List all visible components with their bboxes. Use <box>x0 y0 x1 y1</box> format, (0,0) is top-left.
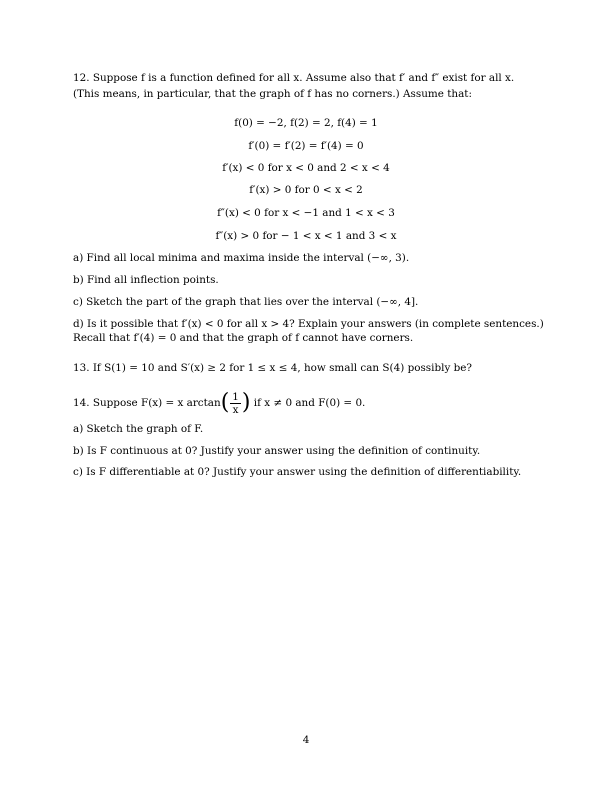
problem12-condition-2: f′(0) = f′(2) = f′(4) = 0 <box>248 140 364 152</box>
problem12-part-a: a) Find all local minima and maxima inside the interval (−∞, 3). <box>73 252 410 264</box>
problem12-part-c: c) Sketch the part of the graph that lies over the interval (−∞, 4]. <box>73 296 419 308</box>
problem12-condition-4: f′(x) > 0 for 0 < x < 2 <box>249 184 363 196</box>
problem12-condition-1: f(0) = −2, f(2) = 2, f(4) = 1 <box>234 117 378 129</box>
problem14-intro <box>73 385 365 421</box>
problem12-condition-5: f″(x) < 0 for x < −1 and 1 < x < 3 <box>217 207 395 219</box>
problem14-intro-prefix: 14. Suppose F(x) = x arctan <box>73 396 221 409</box>
problem12-condition-6: f″(x) > 0 for − 1 < x < 1 and 3 < x <box>215 230 397 242</box>
problem12-intro-line1: 12. Suppose f is a function defined for all x. Assume also that f′ and f″ exist for all x. <box>73 72 515 84</box>
problem14-part-b: b) Is F continuous at 0? Justify your answer using the definition of continuity. <box>73 445 481 457</box>
page-number: 4 <box>302 734 310 746</box>
fraction-denominator: x <box>232 403 239 416</box>
problem14-intro-suffix: if x ≠ 0 and F(0) = 0. <box>250 396 366 409</box>
left-paren: ( <box>220 390 230 415</box>
problem12-part-b: b) Find all inflection points. <box>73 274 219 286</box>
problem12-intro-line2: (This means, in particular, that the graph of f has no corners.) Assume that: <box>73 88 472 100</box>
problem12-part-d-line2: Recall that f′(4) = 0 and that the graph of f cannot have corners. <box>73 332 414 344</box>
problem12-part-d-line1: d) Is it possible that f′(x) < 0 for all x > 4? Explain your answers (in complete sentences.) <box>73 318 544 330</box>
problem12-condition-3: f′(x) < 0 for x < 0 and 2 < x < 4 <box>222 162 390 174</box>
problem14-fraction <box>230 391 241 416</box>
problem14-part-c: c) Is F differentiable at 0? Justify your answer using the definition of differentiability. <box>73 466 522 478</box>
problem14-part-a: a) Sketch the graph of F. <box>73 423 204 435</box>
fraction-numerator: 1 <box>232 390 239 403</box>
right-paren: ) <box>241 390 251 415</box>
problem13-text: 13. If S(1) = 10 and S′(x) ≥ 2 for 1 ≤ x ≤ 4, how small can S(4) possibly be? <box>73 362 472 374</box>
